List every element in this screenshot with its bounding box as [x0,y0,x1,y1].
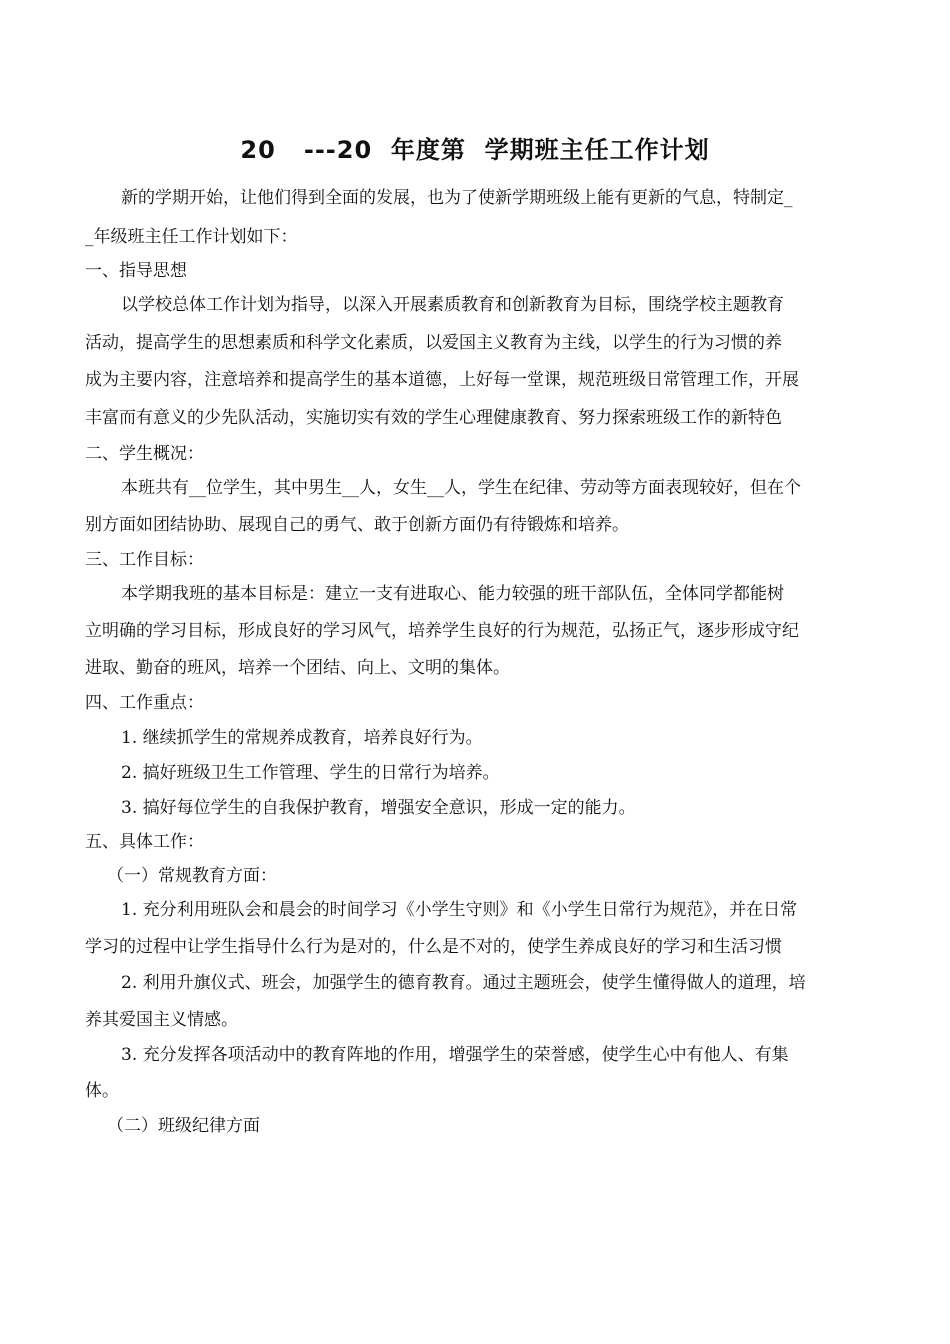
paragraph-line: 体。 [85,1081,119,1101]
paragraph-line: 养其爱国主义情感。 [85,1010,238,1030]
paragraph-line: 以学校总体工作计划为指导，以深入开展素质教育和创新教育为目标，围绕学校主题教育 [121,295,784,315]
paragraph-line: 本班共有__位学生，其中男生__人，女生__人，学生在纪律、劳动等方面表现较好，但在个 [121,478,801,498]
list-item: 2. 利用升旗仪式、班会，加强学生的德育教育。通过主题班会，使学生懂得做人的道理，培 [121,973,806,993]
intro-line-2: _年级班主任工作计划如下： [85,227,298,247]
list-item: 1. 充分利用班队会和晨会的时间学习《小学生守则》和《小学生日常行为规范》，并在日常 [121,900,798,920]
list-item: 3. 充分发挥各项活动中的教育阵地的作用，增强学生的荣誉感，使学生心中有他人、有集 [121,1045,789,1065]
paragraph-line: 学习的过程中让学生指导什么行为是对的，什么是不对的，使学生养成良好的学习和生活习惯 [85,937,782,957]
paragraph-line: 活动，提高学生的思想素质和科学文化素质，以爱国主义教育为主线，以学生的行为习惯的养 [85,333,782,353]
subsection-heading-routine-education: （一）常规教育方面： [107,866,277,886]
paragraph-line: 本学期我班的基本目标是：建立一支有进取心、能力较强的班干部队伍，全体同学都能树 [121,584,784,604]
intro-line-1: 新的学期开始，让他们得到全面的发展，也为了使新学期班级上能有更新的气息，特制定_ [121,188,793,208]
list-item: 2. 搞好班级卫生工作管理、学生的日常行为培养。 [121,763,500,783]
list-item: 3. 搞好每位学生的自我保护教育，增强安全意识，形成一定的能力。 [121,798,636,818]
page-title: 20 ---20 年度第 学期班主任工作计划 [240,136,710,164]
section-heading-specific-work: 五、具体工作： [85,832,204,852]
paragraph-line: 别方面如团结协助、展现自己的勇气、敢于创新方面仍有待锻炼和培养。 [85,515,629,535]
list-item: 1. 继续抓学生的常规养成教育，培养良好行为。 [121,728,483,748]
section-heading-student-overview: 二、学生概况： [85,444,204,464]
paragraph-line: 成为主要内容，注意培养和提高学生的基本道德，上好每一堂课，规范班级日常管理工作，开展 [85,370,799,390]
section-heading-work-goals: 三、工作目标： [85,550,204,570]
paragraph-line: 丰富而有意义的少先队活动，实施切实有效的学生心理健康教育、努力探索班级工作的新特色 [85,408,782,428]
section-heading-work-focus: 四、工作重点： [85,693,204,713]
section-heading-guiding-thought: 一、指导思想 [85,261,187,281]
paragraph-line: 立明确的学习目标，形成良好的学习风气，培养学生良好的行为规范，弘扬正气，逐步形成守纪 [85,621,799,641]
paragraph-line: 进取、勤奋的班风，培养一个团结、向上、文明的集体。 [85,658,510,678]
subsection-heading-class-discipline: （二）班级纪律方面 [107,1116,260,1136]
